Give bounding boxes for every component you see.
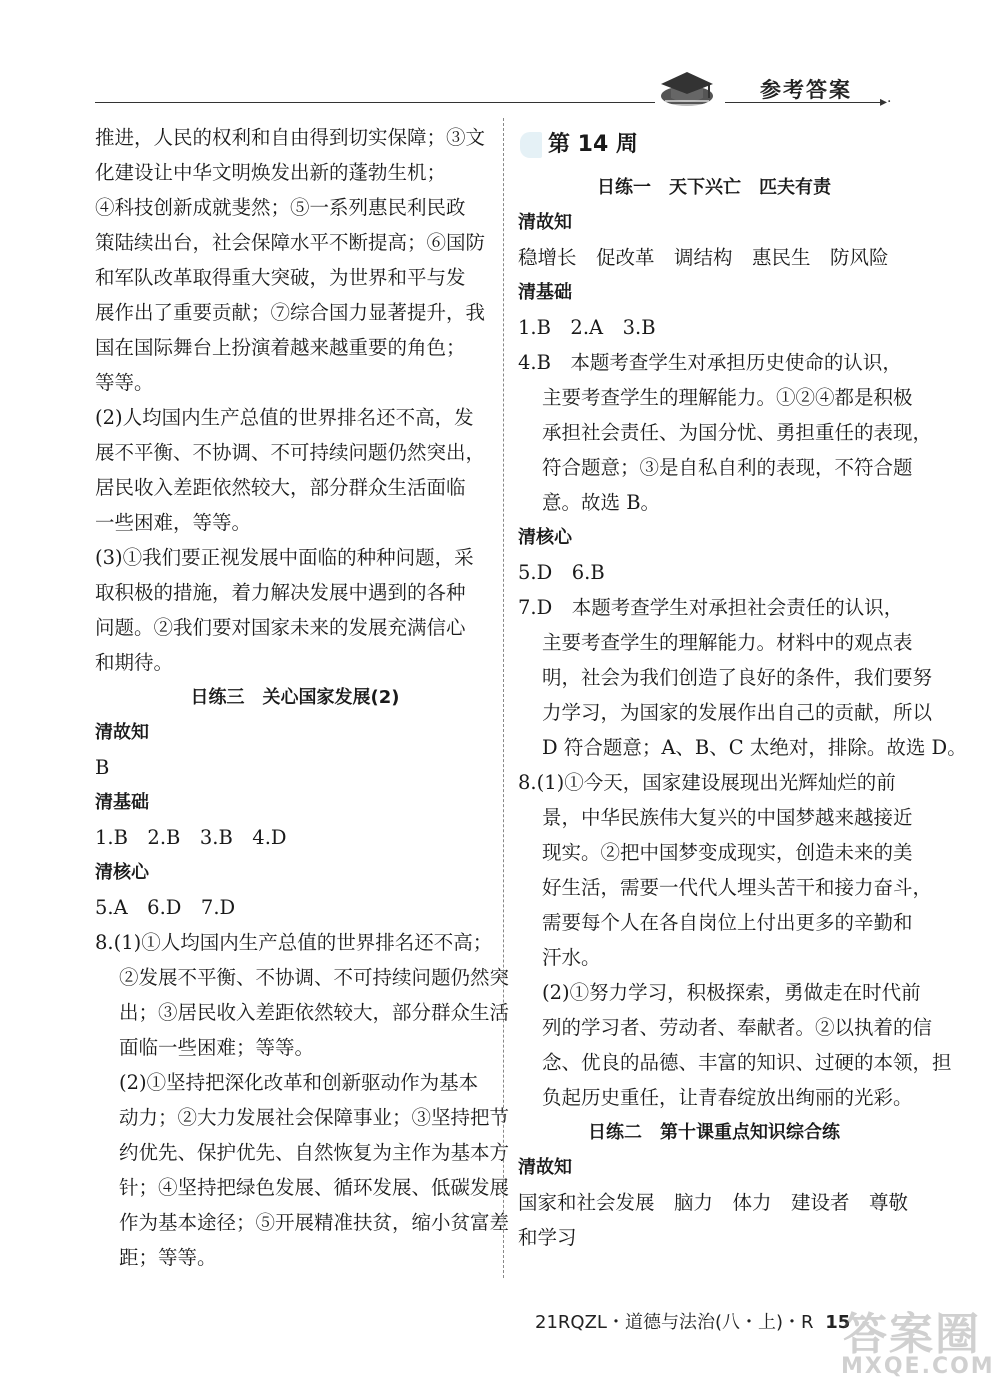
subsection-heading: 清故知 xyxy=(95,722,149,743)
text-line: ④科技创新成就斐然；⑤一系列惠民利民政 xyxy=(95,196,466,219)
text-line: 化建设让中华文明焕发出新的蓬勃生机； xyxy=(95,161,447,184)
header-title: 参考答案 xyxy=(760,78,852,102)
header-rule-right xyxy=(725,102,885,103)
text-line: 稳增长 促改革 调结构 惠民生 防风险 xyxy=(518,246,889,269)
text-line: 现实。②把中国梦变成现实，创造未来的美 xyxy=(542,841,913,864)
text-line: 明，社会为我们创造了良好的条件，我们要努 xyxy=(542,666,933,689)
header-rule-left xyxy=(95,102,655,103)
text-line: D 符合题意；A、B、C 太绝对，排除。故选 D。 xyxy=(542,736,967,759)
watermark-top-text: 答案圈 xyxy=(843,1309,981,1360)
text-line: 策陆续出台，社会保障水平不断提高；⑥国防 xyxy=(95,231,486,254)
text-line: 力学习，为国家的发展作出自己的贡献，所以 xyxy=(542,701,933,724)
text-line: 负起历史重任，让青春绽放出绚丽的光彩。 xyxy=(542,1086,913,1109)
text-line: 展不平衡、不协调、不可持续问题仍然突出， xyxy=(95,441,486,464)
text-line: 承担社会责任、为国分忧、勇担重任的表现， xyxy=(542,421,933,444)
text-line: 面临一些困难；等等。 xyxy=(119,1036,315,1059)
right-column xyxy=(518,120,967,1255)
week-title: 第 14 周 xyxy=(548,132,638,157)
week-marker-icon xyxy=(520,132,542,158)
subsection-heading: 清核心 xyxy=(518,527,572,548)
section-title: 日练一 天下兴亡 匹夫有责 xyxy=(597,177,831,198)
text-line: 8.(1)①人均国内生产总值的世界排名还不高； xyxy=(95,931,493,954)
text-line: (2)人均国内生产总值的世界排名还不高，发 xyxy=(95,406,474,429)
subsection-heading: 清核心 xyxy=(95,862,149,883)
text-line: 国在国际舞台上扮演着越来越重要的角色； xyxy=(95,336,466,359)
section-title: 日练二 第十课重点知识综合练 xyxy=(588,1122,840,1143)
text-line: 展作出了重要贡献；⑦综合国力显著提升，我 xyxy=(95,301,486,324)
page-number: 15 xyxy=(825,1312,851,1333)
text-line: B xyxy=(95,756,110,779)
text-line: 列的学习者、劳动者、奉献者。②以执着的信 xyxy=(542,1016,933,1039)
page-footer xyxy=(535,1308,850,1334)
text-line: 出；③居民收入差距依然较大，部分群众生活 xyxy=(119,1001,510,1024)
header-arrow-icon: ▸· xyxy=(880,94,892,110)
watermark-bottom-text: MXQE.COM xyxy=(841,1354,995,1379)
text-line: (2)①努力学习，积极探索，勇做走在时代前 xyxy=(542,981,921,1004)
text-line: 汗水。 xyxy=(542,946,601,969)
text-line: 作为基本途径；⑤开展精准扶贫，缩小贫富差 xyxy=(119,1211,510,1234)
text-line: 和期待。 xyxy=(95,651,174,674)
text-line: 居民收入差距依然较大，部分群众生活面临 xyxy=(95,476,466,499)
text-line: 好生活，需要一代代人埋头苦干和接力奋斗， xyxy=(542,876,933,899)
text-line: 针；④坚持把绿色发展、循环发展、低碳发展 xyxy=(119,1176,510,1199)
text-line: 和学习 xyxy=(518,1226,577,1249)
week-heading xyxy=(518,120,910,170)
text-line: 景，中华民族伟大复兴的中国梦越来越接近 xyxy=(542,806,913,829)
text-line: 一些困难，等等。 xyxy=(95,511,252,534)
subsection-heading: 清基础 xyxy=(518,282,572,303)
text-line: 取积极的措施，着力解决发展中遇到的各种 xyxy=(95,581,466,604)
text-line: 主要考查学生的理解能力。材料中的观点表 xyxy=(542,631,913,654)
text-line: 8.(1)①今天，国家建设展现出光辉灿烂的前 xyxy=(518,771,896,794)
text-line: 1.B 2.A 3.B xyxy=(518,316,656,339)
text-line: 1.B 2.B 3.B 4.D xyxy=(95,826,287,849)
watermark xyxy=(835,1298,995,1388)
subsection-heading: 清故知 xyxy=(518,1157,572,1178)
text-line: 和军队改革取得重大突破，为世界和平与发 xyxy=(95,266,466,289)
text-line: 距；等等。 xyxy=(119,1246,217,1269)
text-line: 约优先、保护优先、自然恢复为主作为基本方 xyxy=(119,1141,510,1164)
graduation-cap-logo-icon xyxy=(655,66,719,110)
text-line: 问题。②我们要对国家未来的发展充满信心 xyxy=(95,616,466,639)
text-line: (2)①坚持把深化改革和创新驱动作为基本 xyxy=(119,1071,479,1094)
text-line: 动力；②大力发展社会保障事业；③坚持把节 xyxy=(119,1106,510,1129)
left-column xyxy=(95,120,510,1275)
text-line: 7.D 本题考查学生对承担社会责任的认识， xyxy=(518,596,904,619)
subsection-heading: 清基础 xyxy=(95,792,149,813)
subsection-heading: 清故知 xyxy=(518,212,572,233)
section-title: 日练三 关心国家发展(2) xyxy=(190,687,400,708)
text-line: (3)①我们要正视发展中面临的种种问题，采 xyxy=(95,546,474,569)
book-code: 21RQZL・道德与法治(八・上)・R xyxy=(535,1312,814,1333)
text-line: 推进，人民的权利和自由得到切实保障；③文 xyxy=(95,126,486,149)
text-line: 5.A 6.D 7.D xyxy=(95,896,236,919)
text-line: 5.D 6.B xyxy=(518,561,605,584)
text-line: ②发展不平衡、不协调、不可持续问题仍然突 xyxy=(119,966,510,989)
column-divider xyxy=(503,118,504,1278)
text-line: 念、优良的品德、丰富的知识、过硬的本领，担 xyxy=(542,1051,952,1074)
text-line: 需要每个人在各自岗位上付出更多的辛勤和 xyxy=(542,911,913,934)
text-line: 意。故选 B。 xyxy=(542,491,661,514)
text-line: 国家和社会发展 脑力 体力 建设者 尊敬 xyxy=(518,1191,909,1214)
text-line: 4.B 本题考查学生对承担历史使命的认识， xyxy=(518,351,902,374)
text-line: 等等。 xyxy=(95,371,154,394)
text-line: 符合题意；③是自私自利的表现，不符合题 xyxy=(542,456,913,479)
text-line: 主要考查学生的理解能力。①②④都是积极 xyxy=(542,386,913,409)
